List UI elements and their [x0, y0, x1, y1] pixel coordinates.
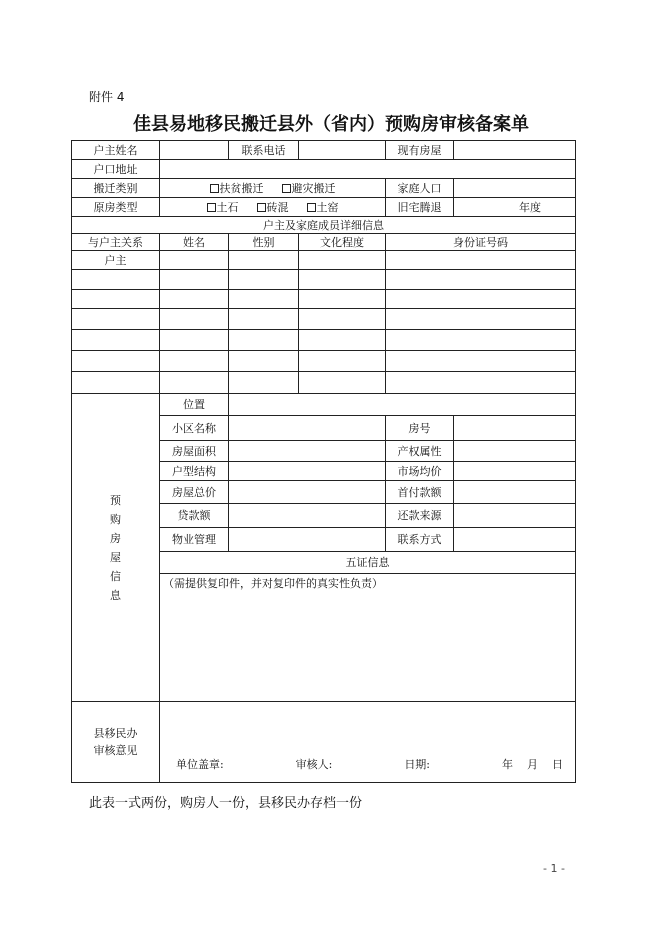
member-cell[interactable] — [72, 330, 160, 351]
member-cell[interactable] — [299, 270, 386, 290]
member-cell[interactable] — [299, 290, 386, 309]
member-cell[interactable] — [229, 270, 299, 290]
attachment-label: 附件 4 — [89, 90, 125, 104]
members-section-title: 户主及家庭成员详细信息 — [72, 217, 576, 234]
location-label: 位置 — [160, 394, 229, 416]
col-education: 文化程度 — [299, 234, 386, 251]
col-name: 姓名 — [160, 234, 229, 251]
location-value[interactable] — [229, 394, 576, 416]
property-rights-value[interactable] — [454, 441, 576, 462]
community-label: 小区名称 — [160, 416, 229, 441]
earth-stone-checkbox[interactable] — [207, 203, 216, 212]
member-row — [72, 351, 576, 372]
member-cell[interactable] — [160, 251, 229, 270]
market-price-label: 市场均价 — [386, 462, 454, 481]
relocation-type-label: 搬迁类别 — [72, 179, 160, 198]
layout-value[interactable] — [229, 462, 386, 481]
member-row — [72, 330, 576, 351]
loan-value[interactable] — [229, 504, 386, 528]
member-cell[interactable] — [229, 290, 299, 309]
community-value[interactable] — [229, 416, 386, 441]
existing-house-label: 现有房屋 — [386, 141, 454, 160]
poverty-relocation-checkbox[interactable] — [210, 184, 219, 193]
member-row — [72, 270, 576, 290]
earth-stone-label: 土石 — [216, 200, 239, 214]
reviewer-label: 审核人: — [295, 758, 333, 771]
five-certs-area[interactable] — [160, 574, 576, 702]
member-row — [72, 372, 576, 394]
member-cell[interactable] — [160, 372, 229, 394]
repayment-source-value[interactable] — [454, 504, 576, 528]
member-cell[interactable] — [160, 330, 229, 351]
member-cell[interactable] — [72, 372, 160, 394]
contact-label: 联系方式 — [386, 528, 454, 552]
form-title: 佳县易地移民搬迁县外（省内）预购房审核备案单 — [133, 114, 529, 135]
original-house-type-label: 原房类型 — [72, 198, 160, 217]
member-cell[interactable] — [299, 309, 386, 330]
review-signature-line — [160, 759, 575, 770]
review-opinion-area[interactable] — [160, 702, 576, 783]
member-cell[interactable] — [229, 309, 299, 330]
five-certs-title: 五证信息 — [160, 552, 576, 574]
phone-value[interactable] — [299, 141, 386, 160]
member-cell[interactable] — [299, 251, 386, 270]
member-cell[interactable] — [160, 351, 229, 372]
member-cell[interactable] — [72, 351, 160, 372]
member-row — [72, 251, 576, 270]
member-row — [72, 309, 576, 330]
old-house-vacate-year[interactable]: 年度 — [454, 198, 576, 217]
house-section-label: 预 购 房 屋 信 息 — [72, 394, 160, 702]
contact-value[interactable] — [454, 528, 576, 552]
household-size-value[interactable] — [454, 179, 576, 198]
date-label: 日期: — [404, 758, 431, 771]
member-cell[interactable] — [386, 351, 576, 372]
col-gender: 性别 — [229, 234, 299, 251]
five-certs-note: （需提供复印件，并对复印件的真实性负责） — [163, 577, 383, 590]
col-relation: 与户主关系 — [72, 234, 160, 251]
property-mgmt-label: 物业管理 — [160, 528, 229, 552]
brick-mud-checkbox[interactable] — [257, 203, 266, 212]
earth-cave-label: 土窑 — [316, 200, 339, 214]
layout-label: 户型结构 — [160, 462, 229, 481]
member-cell[interactable] — [386, 290, 576, 309]
member-cell[interactable] — [386, 251, 576, 270]
member-cell[interactable] — [229, 330, 299, 351]
member-row — [72, 290, 576, 309]
member-cell[interactable] — [229, 251, 299, 270]
col-id-number: 身份证号码 — [386, 234, 576, 251]
area-label: 房屋面积 — [160, 441, 229, 462]
page-number: - 1 - — [543, 862, 565, 875]
member-cell[interactable] — [72, 290, 160, 309]
room-no-value[interactable] — [454, 416, 576, 441]
registration-form-table — [71, 140, 576, 783]
phone-label: 联系电话 — [229, 141, 299, 160]
down-payment-value[interactable] — [454, 481, 576, 504]
address-label: 户口地址 — [72, 160, 160, 179]
date-fields: 年 月 日 — [501, 758, 563, 771]
property-rights-label: 产权属性 — [386, 441, 454, 462]
member-cell[interactable] — [299, 330, 386, 351]
member-cell[interactable] — [160, 290, 229, 309]
member-cell[interactable] — [299, 351, 386, 372]
member-cell[interactable] — [229, 351, 299, 372]
property-mgmt-value[interactable] — [229, 528, 386, 552]
seal-label: 单位盖章: — [176, 758, 224, 771]
earth-cave-checkbox[interactable] — [307, 203, 316, 212]
market-price-value[interactable] — [454, 462, 576, 481]
owner-name-label: 户主姓名 — [72, 141, 160, 160]
member-relation-head: 户主 — [72, 251, 160, 270]
relocation-type-options — [160, 179, 386, 198]
disaster-relocation-checkbox[interactable] — [282, 184, 291, 193]
original-house-type-options — [160, 198, 386, 217]
household-size-label: 家庭人口 — [386, 179, 454, 198]
total-price-value[interactable] — [229, 481, 386, 504]
brick-mud-label: 砖混 — [266, 200, 289, 214]
old-house-vacate-label: 旧宅腾退 — [386, 198, 454, 217]
member-cell[interactable] — [72, 270, 160, 290]
poverty-relocation-label: 扶贫搬迁 — [219, 181, 264, 195]
footer-note: 此表一式两份，购房人一份，县移民办存档一份 — [89, 796, 363, 811]
review-label: 县移民办 审核意见 — [72, 702, 160, 783]
repayment-source-label: 还款来源 — [386, 504, 454, 528]
member-cell[interactable] — [229, 372, 299, 394]
loan-label: 贷款额 — [160, 504, 229, 528]
member-cell[interactable] — [386, 330, 576, 351]
member-cell[interactable] — [160, 309, 229, 330]
member-cell[interactable] — [386, 372, 576, 394]
room-no-label: 房号 — [386, 416, 454, 441]
area-value[interactable] — [229, 441, 386, 462]
member-cell[interactable] — [386, 270, 576, 290]
member-cell[interactable] — [72, 309, 160, 330]
existing-house-value[interactable] — [454, 141, 576, 160]
member-cell[interactable] — [160, 270, 229, 290]
total-price-label: 房屋总价 — [160, 481, 229, 504]
address-value[interactable] — [160, 160, 576, 179]
member-cell[interactable] — [299, 372, 386, 394]
disaster-relocation-label: 避灾搬迁 — [291, 181, 336, 195]
owner-name-value[interactable] — [160, 141, 229, 160]
member-cell[interactable] — [386, 309, 576, 330]
down-payment-label: 首付款额 — [386, 481, 454, 504]
